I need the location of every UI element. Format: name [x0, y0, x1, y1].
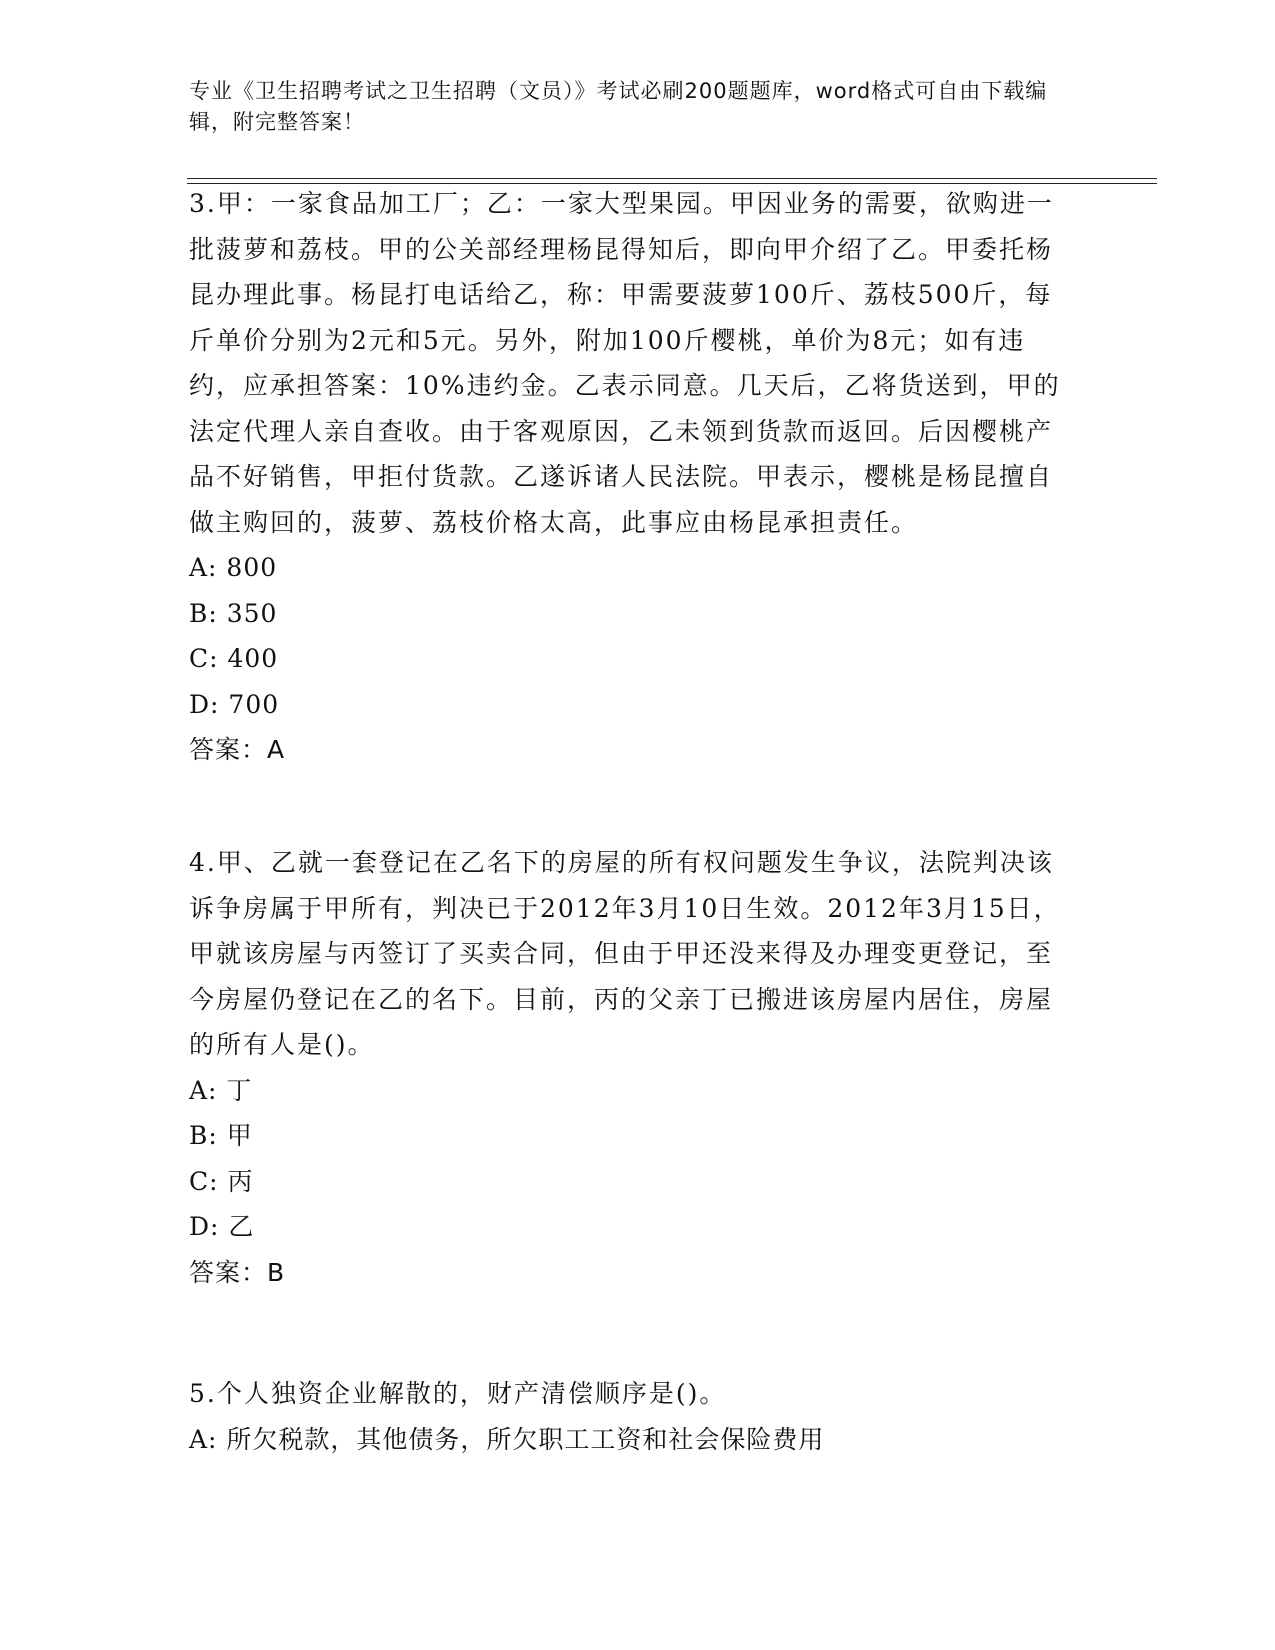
- question-text: 4.甲、乙就一套登记在乙名下的房屋的所有权问题发生争议，法院判决该诉争房属于甲所有，判决已于2012年3月10日生效。2012年3月15日，甲就该房屋与丙签订了买卖合同，但由于甲还没来得及办理变更登记，至今房屋仍登记在乙的名下。目前，丙的父亲丁已搬进该房屋内居住，房屋的所有人是()。: [189, 848, 1061, 1059]
- document-header: 专业《卫生招聘考试之卫生招聘（文员）》考试必刷200题题库，word格式可自由下载编辑，附完整答案！: [189, 79, 1048, 134]
- option-b: B: 350: [189, 598, 278, 628]
- option-a: A: 所欠税款，其他债务，所欠职工工资和社会保险费用: [189, 1424, 825, 1454]
- option-b: B: 甲: [189, 1121, 253, 1150]
- option-d: D: 700: [189, 689, 280, 719]
- option-a: A: 800: [189, 553, 278, 582]
- option-d: D: 乙: [189, 1212, 255, 1241]
- option-c: C: 丙: [189, 1166, 254, 1196]
- question-text: 3.甲：一家食品加工厂；乙：一家大型果园。甲因业务的需要，欲购进一批菠萝和荔枝。甲的公关部经理杨昆得知后，即向甲介绍了乙。甲委托杨昆办理此事。杨昆打电话给乙，称：甲需要菠萝100斤、荔枝500斤，每斤单价分别为2元和5元。另外，附加100斤樱桃，单价为8元；如有违约，应承担答案：10%违约金。乙表示同意。几天后，乙将货送到，甲的法定代理人亲自查收。由于客观原因，乙未领到货款而返回。后因樱桃产品不好销售，甲拒付货款。乙遂诉诸人民法院。甲表示，樱桃是杨昆擅自做主购回的，菠萝、荔枝价格太高，此事应由杨昆承担责任。: [189, 189, 1061, 537]
- question-5: [189, 1371, 1079, 1462]
- answer-text: 答案：A: [189, 735, 286, 764]
- answer-text: 答案：B: [189, 1257, 286, 1287]
- question-3: [189, 181, 1079, 772]
- option-a: A: 丁: [189, 1075, 253, 1105]
- question-text: 5.个人独资企业解散的，财产清偿顺序是()。: [189, 1379, 727, 1408]
- question-4: [189, 840, 1079, 1295]
- option-c: C: 400: [189, 644, 279, 673]
